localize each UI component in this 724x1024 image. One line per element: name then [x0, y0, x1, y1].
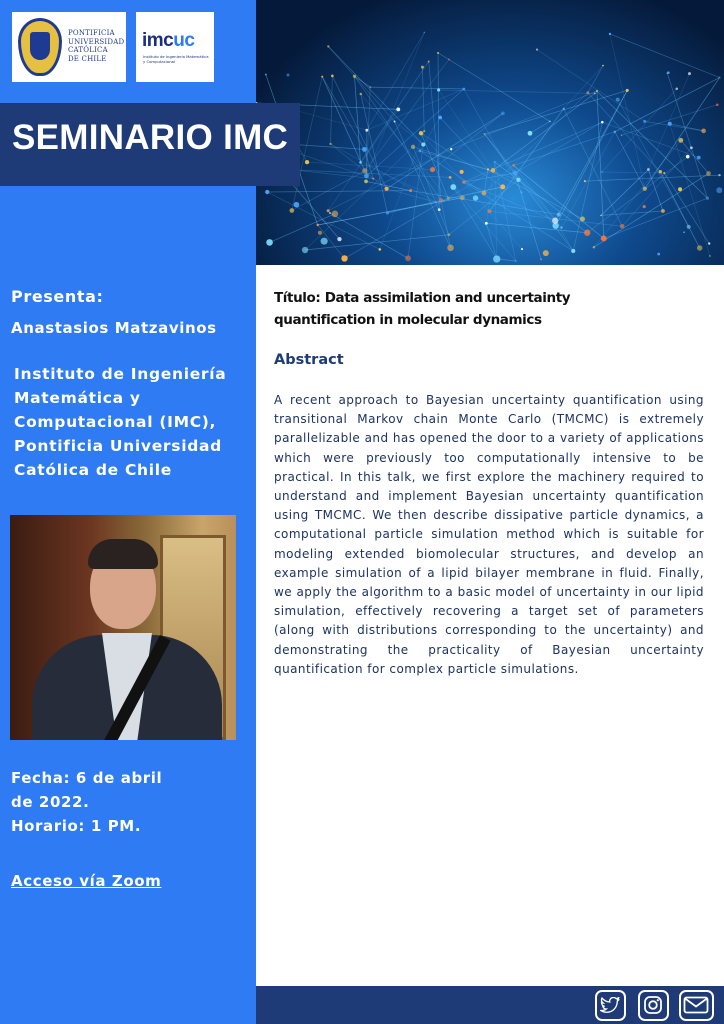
network-node: [686, 155, 690, 159]
network-node: [552, 218, 558, 224]
network-link: [681, 140, 709, 173]
network-node: [321, 238, 328, 245]
network-link: [305, 147, 413, 250]
page-title: SEMINARIO IMC: [12, 118, 289, 157]
network-node: [601, 121, 604, 124]
institution-line: Pontificia Universidad: [14, 437, 222, 455]
network-node: [701, 129, 706, 134]
network-node: [372, 178, 374, 180]
network-node: [584, 230, 590, 236]
network-node: [483, 133, 485, 135]
network-node: [265, 190, 269, 194]
network-node: [421, 142, 425, 146]
network-link: [484, 93, 588, 193]
network-node: [602, 65, 604, 67]
network-node: [557, 212, 561, 216]
speaker-photo: [10, 515, 236, 740]
network-node: [384, 187, 388, 191]
network-node: [678, 187, 682, 191]
network-link: [495, 162, 588, 233]
abstract-body: A recent approach to Bayesian uncertainty quantification using transitional Markov chain Monte Carlo (TMCMC) is extremely parallelizable and has opened the door to a variety of applications which were previously too computationally intensive to be practical. In this talk, we first explore the machinery required to understand and implement Bayesian uncertainty quantification using TMCMC. We then describe dissipative particle dynamics, a computational particle simulation method which is suitable for modeling extended biomolecular structures, and develop an example simulation of a lipid bilayer membrane in fluid. Finally, we apply the algorithm to a basic model of uncertainty in our lipid simulation, effectively recovering a target set of parameters (along with distributions corresponding to the uncertainty) and demonstrating the practicality of Bayesian uncertainty quantification for complex particle simulations.: [274, 393, 704, 676]
network-node: [491, 168, 496, 173]
network-node: [386, 211, 389, 214]
network-node: [688, 72, 691, 75]
zoom-access-link[interactable]: Acceso vía Zoom: [11, 872, 162, 890]
network-node: [369, 86, 371, 88]
network-node: [594, 92, 596, 94]
network-node: [678, 138, 683, 143]
presenta-label: Presenta:: [11, 287, 104, 306]
network-node: [362, 147, 367, 152]
network-node: [626, 89, 629, 92]
network-node: [473, 195, 478, 200]
network-node: [447, 245, 454, 252]
network-node: [405, 255, 411, 261]
network-node: [438, 116, 442, 120]
network-node: [675, 88, 678, 91]
network-node: [621, 134, 623, 136]
network-node: [536, 49, 538, 51]
network-node: [438, 208, 441, 211]
network-node: [540, 258, 542, 260]
imcuc-logo-word: [142, 30, 194, 52]
network-node: [327, 45, 329, 47]
network-link: [328, 46, 394, 121]
network-node: [360, 93, 362, 95]
network-node: [437, 52, 439, 54]
network-node: [706, 197, 709, 200]
network-node: [353, 75, 356, 78]
network-link: [645, 121, 704, 130]
network-node: [643, 120, 646, 123]
network-node: [659, 170, 662, 173]
network-node: [430, 167, 435, 172]
twitter-button[interactable]: [590, 986, 630, 1024]
network-node: [460, 170, 464, 174]
network-node: [521, 248, 523, 250]
puc-logo-line: CATÓLICA: [68, 46, 108, 54]
network-node: [421, 66, 424, 69]
network-node: [584, 180, 586, 182]
imcuc-logo-uc: uc: [173, 30, 195, 51]
network-link: [267, 191, 410, 192]
network-node: [362, 168, 367, 173]
network-node: [601, 171, 603, 173]
network-node: [549, 121, 551, 123]
network-link: [328, 46, 423, 144]
network-node: [337, 237, 341, 241]
network-node: [501, 112, 505, 116]
network-node: [596, 90, 598, 92]
network-node: [661, 209, 665, 213]
network-node: [580, 217, 585, 222]
network-link: [422, 67, 424, 131]
event-time-line: Horario: 1 PM.: [11, 817, 142, 835]
network-node: [424, 32, 426, 34]
network-link: [408, 145, 423, 259]
network-node: [450, 184, 456, 190]
network-link: [489, 109, 563, 212]
network-link: [587, 157, 687, 233]
network-node: [616, 98, 620, 102]
network-node: [647, 168, 650, 171]
network-node: [482, 191, 487, 196]
network-node: [697, 156, 701, 160]
email-button[interactable]: [676, 986, 716, 1024]
network-node: [668, 122, 672, 126]
network-node: [294, 202, 300, 208]
network-node: [488, 209, 492, 213]
network-node: [706, 171, 711, 176]
university-seal-icon: [18, 18, 62, 76]
institution-line: Instituto de Ingeniería: [14, 365, 227, 383]
network-node: [287, 74, 290, 77]
network-node: [516, 178, 520, 182]
network-link: [345, 201, 444, 259]
network-node: [364, 173, 369, 178]
network-link: [367, 89, 464, 130]
network-node: [419, 131, 423, 135]
network-node: [520, 191, 522, 193]
network-node: [690, 146, 693, 149]
network-node: [643, 205, 646, 208]
network-link: [601, 169, 648, 215]
network-node: [460, 195, 465, 200]
network-node: [331, 74, 334, 77]
network-node: [327, 209, 330, 212]
email-icon: [679, 990, 714, 1021]
network-node: [716, 187, 722, 193]
puc-logo-line: DE CHILE: [68, 54, 107, 63]
network-link: [464, 173, 515, 182]
network-node: [329, 143, 331, 145]
network-node: [663, 172, 665, 174]
network-node: [687, 225, 691, 229]
network-link: [370, 87, 464, 89]
network-node: [289, 208, 294, 213]
network-link: [597, 91, 604, 238]
network-node: [614, 131, 616, 133]
network-link: [464, 182, 573, 251]
network-link: [421, 133, 522, 249]
network-link: [486, 223, 496, 259]
network-node: [423, 130, 425, 132]
network-node: [512, 170, 517, 175]
network-node: [449, 176, 452, 179]
network-link: [328, 109, 398, 210]
network-node: [593, 246, 595, 248]
imcuc-logo-imc: imc: [142, 30, 174, 51]
network-node: [494, 161, 496, 163]
network-link: [322, 77, 365, 171]
network-node: [487, 168, 489, 170]
institution-line: Católica de Chile: [14, 461, 173, 479]
network-node: [643, 187, 647, 191]
network-node: [709, 255, 711, 257]
network-node: [667, 71, 670, 74]
network-node: [601, 236, 607, 242]
network-node: [409, 189, 412, 192]
network-node: [563, 108, 565, 110]
network-node: [378, 248, 381, 251]
network-node: [318, 231, 322, 235]
network-link: [361, 94, 388, 213]
network-link: [556, 90, 628, 225]
network-node: [448, 59, 450, 61]
network-node: [609, 33, 611, 35]
network-node: [359, 161, 361, 163]
network-node: [718, 174, 720, 176]
network-node: [265, 74, 267, 76]
network-node: [463, 88, 466, 91]
network-node: [683, 231, 685, 233]
network-node: [439, 198, 443, 202]
network-link: [562, 132, 615, 228]
network-node: [394, 121, 396, 123]
network-node: [266, 239, 273, 246]
network-link: [648, 169, 663, 211]
network-node: [437, 88, 440, 91]
hero-network-image: [256, 0, 724, 265]
network-link: [433, 113, 503, 169]
network-node: [708, 242, 710, 244]
network-node: [329, 212, 331, 214]
presenter-name: Anastasios Matzavinos: [11, 319, 217, 337]
network-node: [321, 76, 323, 78]
twitter-icon: [595, 990, 626, 1021]
puc-logo-line: UNIVERSIDAD: [68, 37, 125, 46]
abstract-heading: Abstract: [274, 352, 344, 368]
event-date-line: Fecha: 6 de abril: [11, 769, 163, 787]
network-node: [447, 197, 450, 200]
network-node: [512, 164, 515, 167]
puc-logo-line: PONTIFICIA: [68, 29, 115, 37]
network-node: [657, 253, 660, 256]
network-node: [448, 233, 451, 236]
instagram-icon: [638, 990, 669, 1021]
network-node: [500, 184, 505, 189]
network-node: [620, 224, 625, 229]
network-node: [586, 91, 589, 94]
network-link: [515, 122, 602, 173]
network-graphic: [256, 0, 724, 265]
network-link: [622, 148, 691, 227]
network-node: [302, 247, 308, 253]
network-node: [600, 215, 602, 217]
network-node: [560, 227, 562, 229]
network-link: [395, 122, 451, 248]
network-node: [396, 107, 400, 111]
network-node: [462, 180, 465, 183]
network-link: [610, 34, 720, 78]
network-node: [493, 255, 500, 262]
network-link: [449, 180, 519, 235]
network-node: [418, 149, 421, 152]
imcuc-logo: [136, 12, 214, 82]
network-link: [515, 173, 541, 259]
network-node: [719, 77, 721, 79]
instagram-button[interactable]: [633, 986, 673, 1024]
network-node: [435, 201, 437, 203]
talk-title-line: Título: Data assimilation and uncertainty: [274, 290, 571, 306]
network-node: [316, 224, 318, 226]
network-node: [515, 260, 517, 262]
institution-line: Matemática y: [14, 389, 141, 407]
network-node: [697, 245, 703, 251]
network-link: [438, 53, 550, 122]
network-link: [597, 91, 708, 198]
network-link: [331, 76, 333, 144]
network-link: [486, 223, 587, 232]
imcuc-logo-subtitle: Instituto de Ingeniería Matemática y Computacional: [143, 54, 209, 64]
network-link: [485, 134, 574, 251]
puc-logo-text: [68, 29, 128, 63]
network-node: [411, 145, 415, 149]
network-node: [332, 211, 339, 218]
network-link: [332, 76, 386, 189]
network-node: [365, 129, 368, 132]
institution-line: Computacional (IMC),: [14, 413, 217, 431]
network-node: [571, 249, 575, 253]
network-link: [439, 90, 595, 93]
event-date-line: de 2022.: [11, 793, 90, 811]
network-link: [322, 77, 364, 150]
network-node: [305, 160, 309, 164]
network-node: [450, 148, 452, 150]
network-link: [421, 133, 448, 198]
network-link: [429, 61, 441, 200]
talk-title-line: quantification in molecular dynamics: [274, 312, 542, 328]
network-node: [716, 103, 719, 106]
network-link: [441, 200, 450, 248]
puc-logo: [12, 12, 126, 82]
photo-hair: [88, 539, 158, 569]
network-node: [485, 222, 488, 225]
network-link: [537, 50, 645, 122]
network-node: [364, 180, 368, 184]
network-node: [428, 60, 430, 62]
network-node: [528, 131, 533, 136]
network-node: [543, 250, 549, 256]
network-link: [610, 34, 645, 189]
network-node: [443, 200, 445, 202]
talk-title: [274, 287, 574, 331]
network-node: [341, 255, 347, 261]
network-link: [330, 213, 408, 258]
